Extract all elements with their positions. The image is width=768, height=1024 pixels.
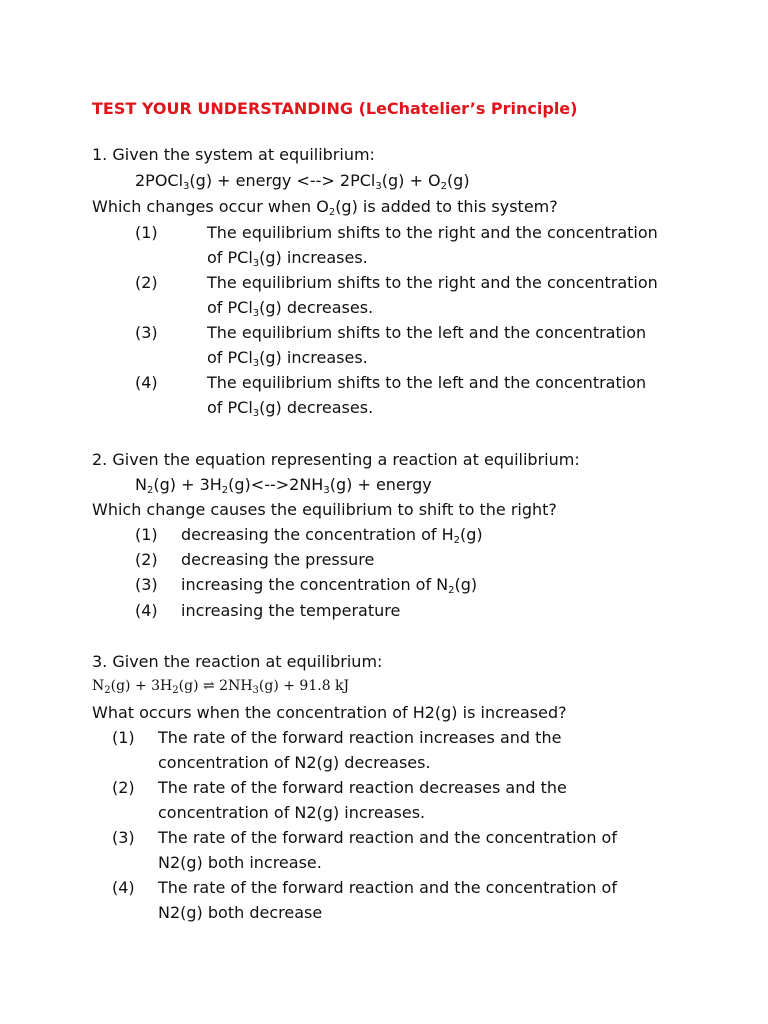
q2-option-4-text: increasing the temperature	[181, 601, 401, 620]
q2-option-4-num: (4)	[135, 601, 158, 620]
q1-option-2-num: (2)	[135, 273, 158, 292]
q3-stem: 3. Given the reaction at equilibrium:	[92, 652, 383, 671]
q2-ask: Which change causes the equilibrium to shift to the right?	[92, 500, 557, 519]
q3-option-3-num: (3)	[112, 828, 135, 847]
q2-option-3-text: increasing the concentration of $N_2(g)$	[181, 575, 478, 596]
q1-option-3-line2: of PCl$_3$(g) increases.	[207, 348, 368, 369]
q3-option-4-line2: N2(g) both decrease	[158, 903, 323, 922]
q1-option-3-num: (3)	[135, 323, 158, 342]
q1-equation: 2POCl$_3$(g) + energy <--> $2PCl_3(g) + O_2(g)$	[135, 171, 470, 192]
q1-option-2-line2: of PCl$_3$(g) decreases.	[207, 298, 374, 319]
worksheet-title: TEST YOUR UNDERSTANDING (LeChatelier’s Principle)	[92, 99, 578, 118]
q3-option-4-num: (4)	[112, 878, 135, 897]
q3-ask: What occurs when the concentration of H2(g) is increased?	[92, 703, 567, 722]
q1-option-4-line2: of PCl$_3$(g) decreases.	[207, 398, 374, 419]
q1-option-4-line1: The equilibrium shifts to the left and the concentration	[207, 373, 647, 392]
q2-option-1-num: (1)	[135, 525, 158, 544]
q3-option-1-num: (1)	[112, 728, 135, 747]
q3-option-3-line1: The rate of the forward reaction and the concentration of	[158, 828, 617, 847]
q1-option-2-line1: The equilibrium shifts to the right and the concentration	[207, 273, 658, 292]
q1-option-1-line1: The equilibrium shifts to the right and the concentration	[207, 223, 658, 242]
q3-option-1-line1: The rate of the forward reaction increases and the	[158, 728, 562, 747]
q3-equation: $N_2(g) + 3H_2(g)$ ⇌ $2NH_3(g) + 91.8$ kJ	[92, 678, 350, 696]
q3-option-2-line2: concentration of N2(g) increases.	[158, 803, 426, 822]
q2-stem: 2. Given the equation representing a reaction at equilibrium:	[92, 450, 580, 469]
q1-stem: 1. Given the system at equilibrium:	[92, 145, 375, 164]
q3-option-4-line1: The rate of the forward reaction and the concentration of	[158, 878, 617, 897]
q2-option-2-text: decreasing the pressure	[181, 550, 375, 569]
q2-equation: $N_2(g) + 3H_2(g)<-->2NH_3(g)$ + energy	[135, 475, 432, 496]
q1-ask: Which changes occur when $O_2(g)$ is added to this system?	[92, 197, 558, 218]
q3-option-2-line1: The rate of the forward reaction decreases and the	[158, 778, 567, 797]
q2-option-1-text: decreasing the concentration of $H_2(g)$	[181, 525, 483, 546]
q3-option-2-num: (2)	[112, 778, 135, 797]
q2-option-3-num: (3)	[135, 575, 158, 594]
q1-option-3-line1: The equilibrium shifts to the left and the concentration	[207, 323, 647, 342]
q1-option-1-num: (1)	[135, 223, 158, 242]
q3-option-1-line2: concentration of N2(g) decreases.	[158, 753, 431, 772]
q1-option-4-num: (4)	[135, 373, 158, 392]
q1-option-1-line2: of PCl$_3$(g) increases.	[207, 248, 368, 269]
q2-option-2-num: (2)	[135, 550, 158, 569]
q3-option-3-line2: N2(g) both increase.	[158, 853, 322, 872]
